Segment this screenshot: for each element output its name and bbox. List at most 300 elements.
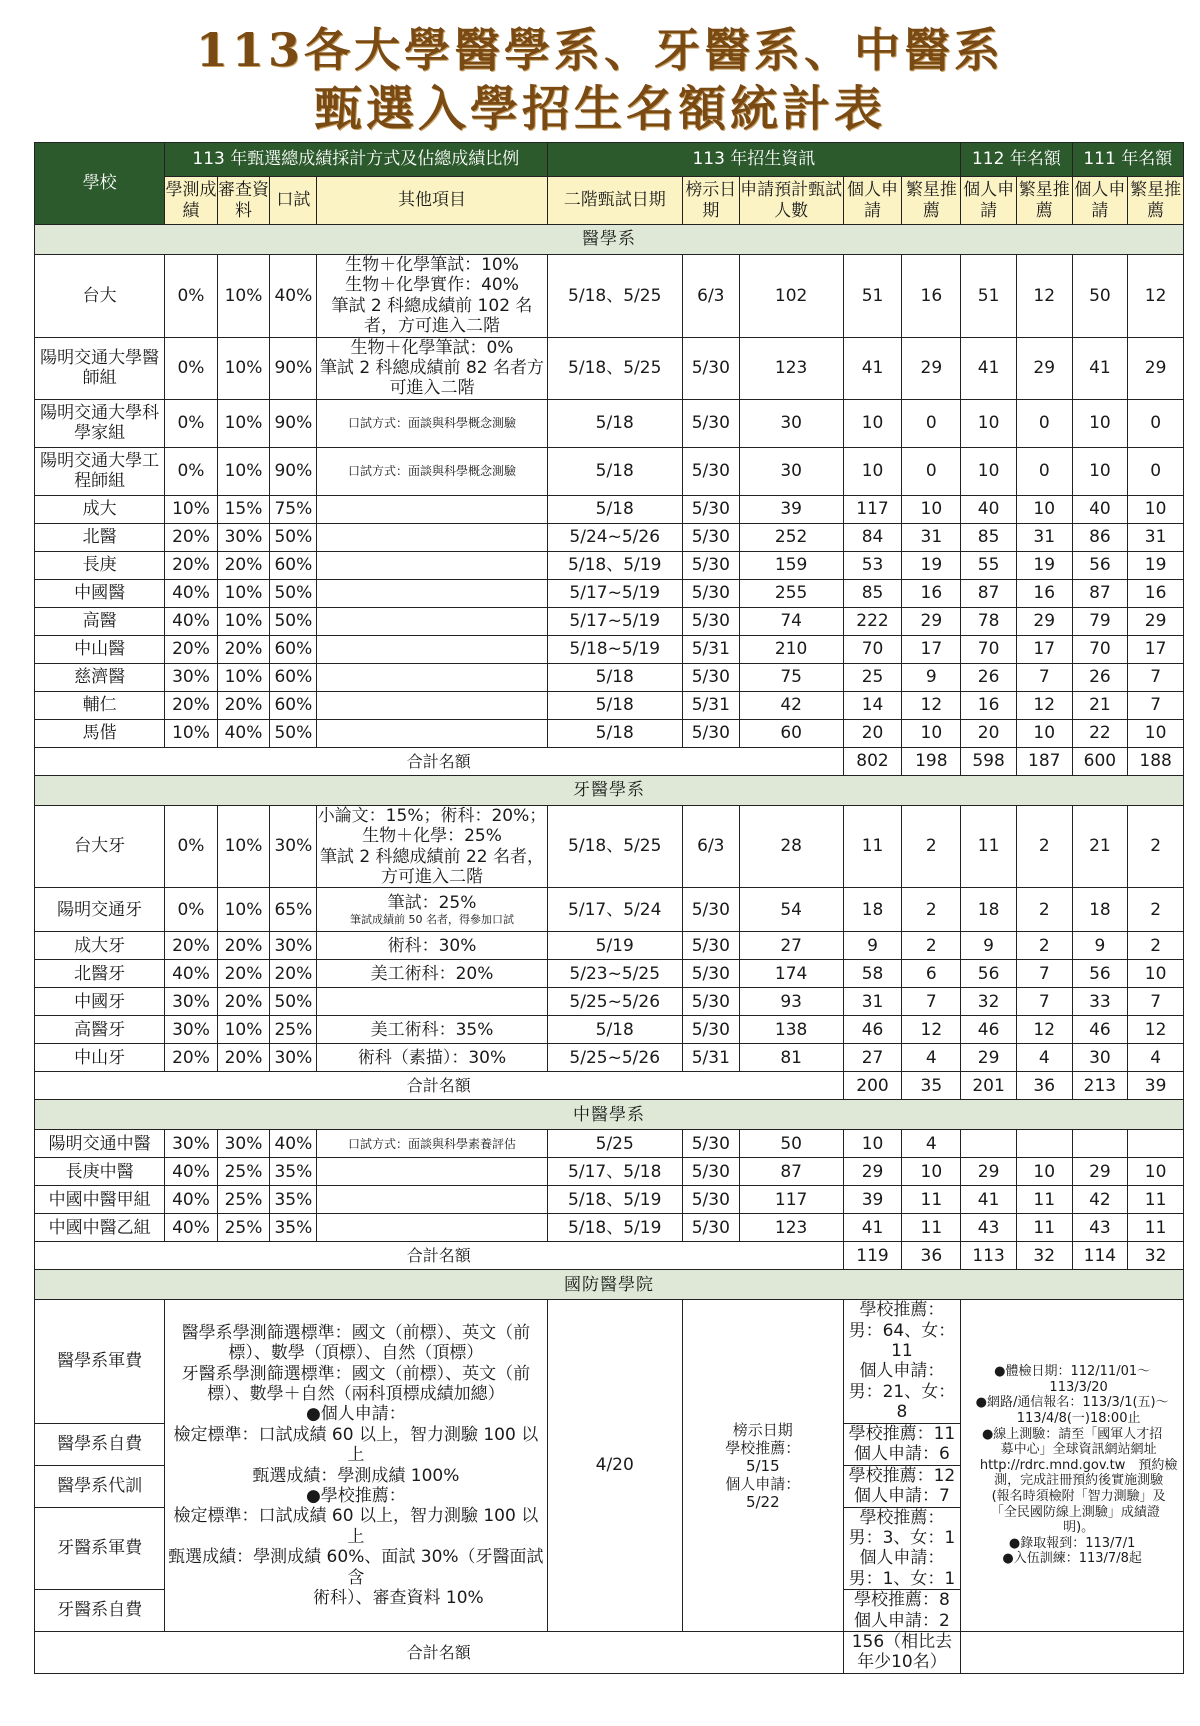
cell-date2: 5/19 xyxy=(547,932,682,960)
cell-interview: 60% xyxy=(270,691,317,719)
column-header-release: 榜示日期 xyxy=(682,177,739,225)
cell-release: 5/30 xyxy=(682,1214,739,1242)
school-name: 台大牙 xyxy=(35,805,165,888)
cell-p113: 10 xyxy=(843,1130,902,1158)
total-row xyxy=(35,747,1184,775)
cell-expected: 117 xyxy=(739,1186,843,1214)
school-name: 中國中醫甲組 xyxy=(35,1186,165,1214)
table-row xyxy=(35,1016,1184,1044)
school-name: 馬偕 xyxy=(35,719,165,747)
cell-p112: 40 xyxy=(961,495,1017,523)
section-title: 中醫學系 xyxy=(35,1100,1184,1130)
cell-s112 xyxy=(1016,1130,1072,1158)
cell-date2: 5/18 xyxy=(547,399,682,447)
table-row xyxy=(35,719,1184,747)
cell-s111: 17 xyxy=(1128,635,1184,663)
ndmc-total-label: 合計名額 xyxy=(35,1631,844,1673)
ndmc-release: 榜示日期 學校推薦： 5/15 個人申請： 5/22 xyxy=(682,1300,843,1632)
cell-other: 美工術科：35% xyxy=(317,1016,547,1044)
cell-p113: 53 xyxy=(843,551,902,579)
school-name: 輔仁 xyxy=(35,691,165,719)
cell-p112: 51 xyxy=(961,255,1017,338)
cell-gsat: 40% xyxy=(165,960,218,988)
table-row xyxy=(35,888,1184,932)
total-p113: 119 xyxy=(843,1242,902,1270)
cell-date2: 5/18、5/19 xyxy=(547,1186,682,1214)
cell-other: 口試方式：面談與科學素養評估 xyxy=(317,1130,547,1158)
header-method-group: 113 年甄選總成績採計方式及佔總成績比例 xyxy=(165,143,547,177)
cell-gsat: 0% xyxy=(165,255,218,338)
cell-p111: 70 xyxy=(1072,635,1128,663)
cell-s111 xyxy=(1128,1130,1184,1158)
cell-p113: 29 xyxy=(843,1158,902,1186)
cell-gsat: 20% xyxy=(165,932,218,960)
school-name: 陽明交通大學工程師組 xyxy=(35,447,165,495)
table-row xyxy=(35,255,1184,338)
cell-date2: 5/18、5/25 xyxy=(547,337,682,399)
cell-p113: 14 xyxy=(843,691,902,719)
cell-release: 5/30 xyxy=(682,1016,739,1044)
school-name: 中山牙 xyxy=(35,1044,165,1072)
cell-s112: 11 xyxy=(1016,1186,1072,1214)
cell-p113: 46 xyxy=(843,1016,902,1044)
table-row xyxy=(35,691,1184,719)
column-header-p111: 個人申請 xyxy=(1072,177,1128,225)
cell-release: 5/31 xyxy=(682,691,739,719)
cell-review: 20% xyxy=(217,932,270,960)
column-header-gsat: 學測成績 xyxy=(165,177,218,225)
section-title: 國防醫學院 xyxy=(35,1270,1184,1300)
cell-s112: 7 xyxy=(1016,988,1072,1016)
cell-s113: 11 xyxy=(902,1214,961,1242)
cell-s112: 12 xyxy=(1016,691,1072,719)
cell-release: 5/30 xyxy=(682,1130,739,1158)
cell-p111: 29 xyxy=(1072,1158,1128,1186)
cell-interview: 40% xyxy=(270,255,317,338)
cell-s112: 2 xyxy=(1016,932,1072,960)
cell-other xyxy=(317,691,547,719)
cell-p111: 46 xyxy=(1072,1016,1128,1044)
cell-gsat: 40% xyxy=(165,1214,218,1242)
cell-p113: 18 xyxy=(843,888,902,932)
cell-other xyxy=(317,523,547,551)
school-name: 長庚中醫 xyxy=(35,1158,165,1186)
cell-release: 5/30 xyxy=(682,960,739,988)
cell-p112: 87 xyxy=(961,579,1017,607)
table-row xyxy=(35,988,1184,1016)
cell-gsat: 40% xyxy=(165,579,218,607)
cell-p111: 30 xyxy=(1072,1044,1128,1072)
ndmc-quota: 學校推薦：12 個人申請：7 xyxy=(843,1465,961,1507)
school-name: 中山醫 xyxy=(35,635,165,663)
cell-s112: 19 xyxy=(1016,551,1072,579)
section-header-dentistry xyxy=(35,775,1184,805)
cell-s111: 29 xyxy=(1128,337,1184,399)
cell-p111: 33 xyxy=(1072,988,1128,1016)
cell-p112: 20 xyxy=(961,719,1017,747)
ndmc-criteria: 醫學系學測篩選標準：國文（前標）、英文（前標）、數學（頂標）、自然（頂標） 牙醫系學測篩選標準：國文（前標）、英文（前標）、數學＋自然（兩科頂標成績加總） ●個人申請： 檢定標準：口試成績 60 以上，智力測驗 100 以上 甄選成績：學測成績 100% ●學校推薦： 檢定標準：口試成績 60 以上，智力測驗 100 以上 甄選成績：學測成績 60%、面試 30%（牙醫面試含 術科）、審查資料 10% xyxy=(165,1300,547,1632)
total-label: 合計名額 xyxy=(35,1242,844,1270)
cell-s112: 11 xyxy=(1016,1214,1072,1242)
cell-gsat: 20% xyxy=(165,1044,218,1072)
column-header-p112: 個人申請 xyxy=(961,177,1017,225)
other-sub: 筆試成績前 50 名者，得參加口試 xyxy=(349,913,514,927)
cell-date2: 5/18~5/19 xyxy=(547,635,682,663)
total-label: 合計名額 xyxy=(35,1072,844,1100)
table-row xyxy=(35,337,1184,399)
cell-p111: 41 xyxy=(1072,337,1128,399)
cell-other xyxy=(317,579,547,607)
cell-gsat: 20% xyxy=(165,523,218,551)
cell-p113: 85 xyxy=(843,579,902,607)
cell-gsat: 20% xyxy=(165,691,218,719)
cell-s112: 10 xyxy=(1016,495,1072,523)
total-p112: 113 xyxy=(961,1242,1017,1270)
cell-p113: 51 xyxy=(843,255,902,338)
total-row xyxy=(35,1072,1184,1100)
cell-s112: 0 xyxy=(1016,447,1072,495)
school-name: 高醫牙 xyxy=(35,1016,165,1044)
cell-date2: 5/17、5/18 xyxy=(547,1158,682,1186)
cell-p112: 85 xyxy=(961,523,1017,551)
cell-expected: 138 xyxy=(739,1016,843,1044)
cell-interview: 60% xyxy=(270,635,317,663)
cell-gsat: 0% xyxy=(165,337,218,399)
ndmc-date2: 4/20 xyxy=(547,1300,682,1632)
table-row xyxy=(35,932,1184,960)
header-row-columns xyxy=(35,177,1184,225)
cell-release: 5/30 xyxy=(682,607,739,635)
total-label: 合計名額 xyxy=(35,747,844,775)
cell-s112: 17 xyxy=(1016,635,1072,663)
school-name: 成大 xyxy=(35,495,165,523)
cell-review: 10% xyxy=(217,255,270,338)
total-s113: 36 xyxy=(902,1242,961,1270)
cell-s112: 12 xyxy=(1016,1016,1072,1044)
cell-s111: 7 xyxy=(1128,691,1184,719)
cell-p113: 10 xyxy=(843,399,902,447)
cell-s113: 2 xyxy=(902,888,961,932)
cell-p111 xyxy=(1072,1130,1128,1158)
cell-release: 6/3 xyxy=(682,255,739,338)
total-s111: 39 xyxy=(1128,1072,1184,1100)
cell-p112: 56 xyxy=(961,960,1017,988)
cell-other: 口試方式：面談與科學概念測驗 xyxy=(317,399,547,447)
cell-expected: 255 xyxy=(739,579,843,607)
cell-s111: 16 xyxy=(1128,579,1184,607)
cell-expected: 30 xyxy=(739,399,843,447)
section-header-tcm xyxy=(35,1100,1184,1130)
cell-p113: 25 xyxy=(843,663,902,691)
cell-interview: 60% xyxy=(270,663,317,691)
column-header-star: 繁星推薦 xyxy=(902,177,961,225)
cell-s113: 6 xyxy=(902,960,961,988)
header-111-group: 111 年名額 xyxy=(1072,143,1183,177)
cell-interview: 90% xyxy=(270,337,317,399)
cell-p111: 87 xyxy=(1072,579,1128,607)
cell-gsat: 20% xyxy=(165,551,218,579)
section-header-ndmc xyxy=(35,1270,1184,1300)
cell-date2: 5/18 xyxy=(547,1016,682,1044)
cell-s111: 10 xyxy=(1128,495,1184,523)
cell-other xyxy=(317,719,547,747)
cell-p112: 41 xyxy=(961,1186,1017,1214)
cell-expected: 81 xyxy=(739,1044,843,1072)
cell-s111: 31 xyxy=(1128,523,1184,551)
cell-s111: 2 xyxy=(1128,932,1184,960)
cell-review: 40% xyxy=(217,719,270,747)
cell-s112: 12 xyxy=(1016,255,1072,338)
school-name: 長庚 xyxy=(35,551,165,579)
cell-s113: 2 xyxy=(902,932,961,960)
cell-other xyxy=(317,551,547,579)
cell-date2: 5/18、5/25 xyxy=(547,255,682,338)
cell-p112: 16 xyxy=(961,691,1017,719)
ndmc-notes: ●體檢日期：112/11/01～ 113/3/20 ●網路/通信報名：113/3/1(五)～ 113/4/8(一)18:00止 ●線上測驗：請至「國軍人才招 募中心」全球資訊網站網址 http://rdrc.mnd.gov.tw 預約檢 測，完成註冊預約後實施測驗 (報名時須檢附「智力測驗」及 「全民國防線上測驗」成績證 明)。 ●錄取報到：113/7/1 ●入伍訓練：113/7/8起 xyxy=(961,1300,1184,1632)
cell-expected: 123 xyxy=(739,337,843,399)
total-s112: 32 xyxy=(1016,1242,1072,1270)
cell-review: 10% xyxy=(217,607,270,635)
cell-interview: 50% xyxy=(270,579,317,607)
cell-s113: 19 xyxy=(902,551,961,579)
ndmc-quota: 學校推薦：8 個人申請：2 xyxy=(843,1590,961,1632)
cell-s112: 29 xyxy=(1016,337,1072,399)
cell-date2: 5/23~5/25 xyxy=(547,960,682,988)
total-s111: 32 xyxy=(1128,1242,1184,1270)
column-header-s111: 繁星推薦 xyxy=(1128,177,1184,225)
cell-gsat: 10% xyxy=(165,495,218,523)
cell-s111: 0 xyxy=(1128,447,1184,495)
cell-release: 5/30 xyxy=(682,447,739,495)
total-s113: 35 xyxy=(902,1072,961,1100)
cell-release: 5/30 xyxy=(682,495,739,523)
cell-s111: 2 xyxy=(1128,888,1184,932)
header-row-groups xyxy=(35,143,1184,177)
cell-p111: 56 xyxy=(1072,960,1128,988)
cell-s111: 0 xyxy=(1128,399,1184,447)
cell-expected: 210 xyxy=(739,635,843,663)
cell-s111: 4 xyxy=(1128,1044,1184,1072)
ndmc-program: 醫學系自費 xyxy=(35,1423,165,1465)
ndmc-quota: 學校推薦： 男：64、女：11 個人申請： 男：21、女：8 xyxy=(843,1300,961,1423)
cell-release: 5/30 xyxy=(682,579,739,607)
table-row xyxy=(35,960,1184,988)
cell-release: 5/30 xyxy=(682,399,739,447)
table-row xyxy=(35,399,1184,447)
cell-p111: 9 xyxy=(1072,932,1128,960)
cell-p112: 78 xyxy=(961,607,1017,635)
cell-release: 5/30 xyxy=(682,988,739,1016)
cell-s111: 11 xyxy=(1128,1214,1184,1242)
cell-p111: 10 xyxy=(1072,447,1128,495)
cell-date2: 5/25~5/26 xyxy=(547,988,682,1016)
ndmc-row xyxy=(35,1300,1184,1423)
cell-s113: 0 xyxy=(902,399,961,447)
cell-s113: 29 xyxy=(902,607,961,635)
cell-s112: 10 xyxy=(1016,1158,1072,1186)
cell-p112: 11 xyxy=(961,805,1017,888)
total-s113: 198 xyxy=(902,747,961,775)
ndmc-quota: 學校推薦：11 個人申請：6 xyxy=(843,1423,961,1465)
cell-p112: 55 xyxy=(961,551,1017,579)
cell-expected: 102 xyxy=(739,255,843,338)
cell-expected: 54 xyxy=(739,888,843,932)
cell-date2: 5/18 xyxy=(547,691,682,719)
cell-review: 25% xyxy=(217,1214,270,1242)
cell-date2: 5/24~5/26 xyxy=(547,523,682,551)
school-name: 陽明交通大學醫師組 xyxy=(35,337,165,399)
cell-release: 5/30 xyxy=(682,663,739,691)
total-p111: 600 xyxy=(1072,747,1128,775)
cell-s113: 16 xyxy=(902,579,961,607)
cell-s113: 10 xyxy=(902,719,961,747)
cell-other: 術科：30% xyxy=(317,932,547,960)
cell-s111: 12 xyxy=(1128,1016,1184,1044)
cell-expected: 75 xyxy=(739,663,843,691)
cell-gsat: 20% xyxy=(165,635,218,663)
cell-expected: 252 xyxy=(739,523,843,551)
cell-p113: 10 xyxy=(843,447,902,495)
cell-review: 20% xyxy=(217,551,270,579)
cell-release: 5/30 xyxy=(682,523,739,551)
cell-p111: 10 xyxy=(1072,399,1128,447)
ndmc-total-row xyxy=(35,1631,1184,1673)
page-title-line1: 113各大學醫學系、牙醫系、中醫系 xyxy=(195,23,1005,77)
cell-expected: 30 xyxy=(739,447,843,495)
cell-s113: 31 xyxy=(902,523,961,551)
cell-p111: 79 xyxy=(1072,607,1128,635)
cell-review: 10% xyxy=(217,663,270,691)
cell-interview: 40% xyxy=(270,1130,317,1158)
cell-date2: 5/18 xyxy=(547,447,682,495)
cell-s113: 2 xyxy=(902,805,961,888)
cell-gsat: 0% xyxy=(165,888,218,932)
cell-p111: 26 xyxy=(1072,663,1128,691)
cell-s113: 17 xyxy=(902,635,961,663)
header-info-group: 113 年招生資訊 xyxy=(547,143,961,177)
cell-p112: 29 xyxy=(961,1044,1017,1072)
cell-date2: 5/17、5/24 xyxy=(547,888,682,932)
cell-expected: 60 xyxy=(739,719,843,747)
cell-review: 15% xyxy=(217,495,270,523)
ndmc-program: 醫學系代訓 xyxy=(35,1465,165,1507)
cell-release: 5/31 xyxy=(682,1044,739,1072)
cell-expected: 27 xyxy=(739,932,843,960)
cell-interview: 30% xyxy=(270,1044,317,1072)
cell-review: 20% xyxy=(217,635,270,663)
total-p113: 802 xyxy=(843,747,902,775)
cell-date2: 5/18、5/25 xyxy=(547,805,682,888)
cell-p113: 11 xyxy=(843,805,902,888)
column-header-s112: 繁星推薦 xyxy=(1016,177,1072,225)
cell-s111: 29 xyxy=(1128,607,1184,635)
table-row xyxy=(35,495,1184,523)
cell-p113: 39 xyxy=(843,1186,902,1214)
cell-review: 20% xyxy=(217,988,270,1016)
quota-table xyxy=(34,142,1184,1674)
cell-p111: 40 xyxy=(1072,495,1128,523)
cell-s111: 11 xyxy=(1128,1186,1184,1214)
cell-s113: 10 xyxy=(902,495,961,523)
cell-release: 5/30 xyxy=(682,888,739,932)
ndmc-program: 醫學系軍費 xyxy=(35,1300,165,1423)
school-name: 陽明交通中醫 xyxy=(35,1130,165,1158)
cell-p113: 20 xyxy=(843,719,902,747)
ndmc-program: 牙醫系軍費 xyxy=(35,1507,165,1590)
cell-interview: 50% xyxy=(270,607,317,635)
total-p111: 114 xyxy=(1072,1242,1128,1270)
table-row xyxy=(35,1158,1184,1186)
cell-s111: 10 xyxy=(1128,1158,1184,1186)
section-title: 醫學系 xyxy=(35,225,1184,255)
cell-other xyxy=(317,988,547,1016)
cell-review: 10% xyxy=(217,447,270,495)
cell-s112: 7 xyxy=(1016,663,1072,691)
school-name: 台大 xyxy=(35,255,165,338)
cell-interview: 50% xyxy=(270,523,317,551)
table-row xyxy=(35,579,1184,607)
cell-review: 10% xyxy=(217,337,270,399)
cell-p112: 10 xyxy=(961,399,1017,447)
ndmc-total-blank xyxy=(961,1631,1184,1673)
cell-date2: 5/17~5/19 xyxy=(547,579,682,607)
cell-expected: 50 xyxy=(739,1130,843,1158)
table-row xyxy=(35,551,1184,579)
cell-other: 術科（素描）：30% xyxy=(317,1044,547,1072)
cell-other xyxy=(317,635,547,663)
cell-s113: 10 xyxy=(902,1158,961,1186)
cell-s111: 7 xyxy=(1128,663,1184,691)
cell-p111: 21 xyxy=(1072,691,1128,719)
table-row xyxy=(35,523,1184,551)
cell-expected: 87 xyxy=(739,1158,843,1186)
total-p111: 213 xyxy=(1072,1072,1128,1100)
table-row xyxy=(35,1130,1184,1158)
column-header-other: 其他項目 xyxy=(317,177,547,225)
cell-p112: 26 xyxy=(961,663,1017,691)
cell-p111: 42 xyxy=(1072,1186,1128,1214)
cell-release: 5/30 xyxy=(682,1158,739,1186)
section-header-medicine xyxy=(35,225,1184,255)
cell-p112: 29 xyxy=(961,1158,1017,1186)
total-p113: 200 xyxy=(843,1072,902,1100)
cell-s111: 10 xyxy=(1128,960,1184,988)
cell-expected: 39 xyxy=(739,495,843,523)
cell-interview: 90% xyxy=(270,399,317,447)
cell-p112 xyxy=(961,1130,1017,1158)
cell-s113: 9 xyxy=(902,663,961,691)
page-title-line2: 甄選入學招生名額統計表 xyxy=(313,81,886,137)
cell-p113: 31 xyxy=(843,988,902,1016)
table-row xyxy=(35,1214,1184,1242)
cell-other xyxy=(317,888,547,932)
cell-gsat: 40% xyxy=(165,1186,218,1214)
cell-p113: 41 xyxy=(843,1214,902,1242)
total-s111: 188 xyxy=(1128,747,1184,775)
total-p112: 598 xyxy=(961,747,1017,775)
cell-other xyxy=(317,1214,547,1242)
cell-p113: 27 xyxy=(843,1044,902,1072)
cell-date2: 5/18、5/19 xyxy=(547,551,682,579)
header-112-group: 112 年名額 xyxy=(961,143,1072,177)
cell-s112: 0 xyxy=(1016,399,1072,447)
cell-s111: 2 xyxy=(1128,805,1184,888)
column-header-date2: 二階甄試日期 xyxy=(547,177,682,225)
cell-p113: 222 xyxy=(843,607,902,635)
cell-s112: 4 xyxy=(1016,1044,1072,1072)
cell-release: 5/30 xyxy=(682,337,739,399)
cell-p113: 117 xyxy=(843,495,902,523)
